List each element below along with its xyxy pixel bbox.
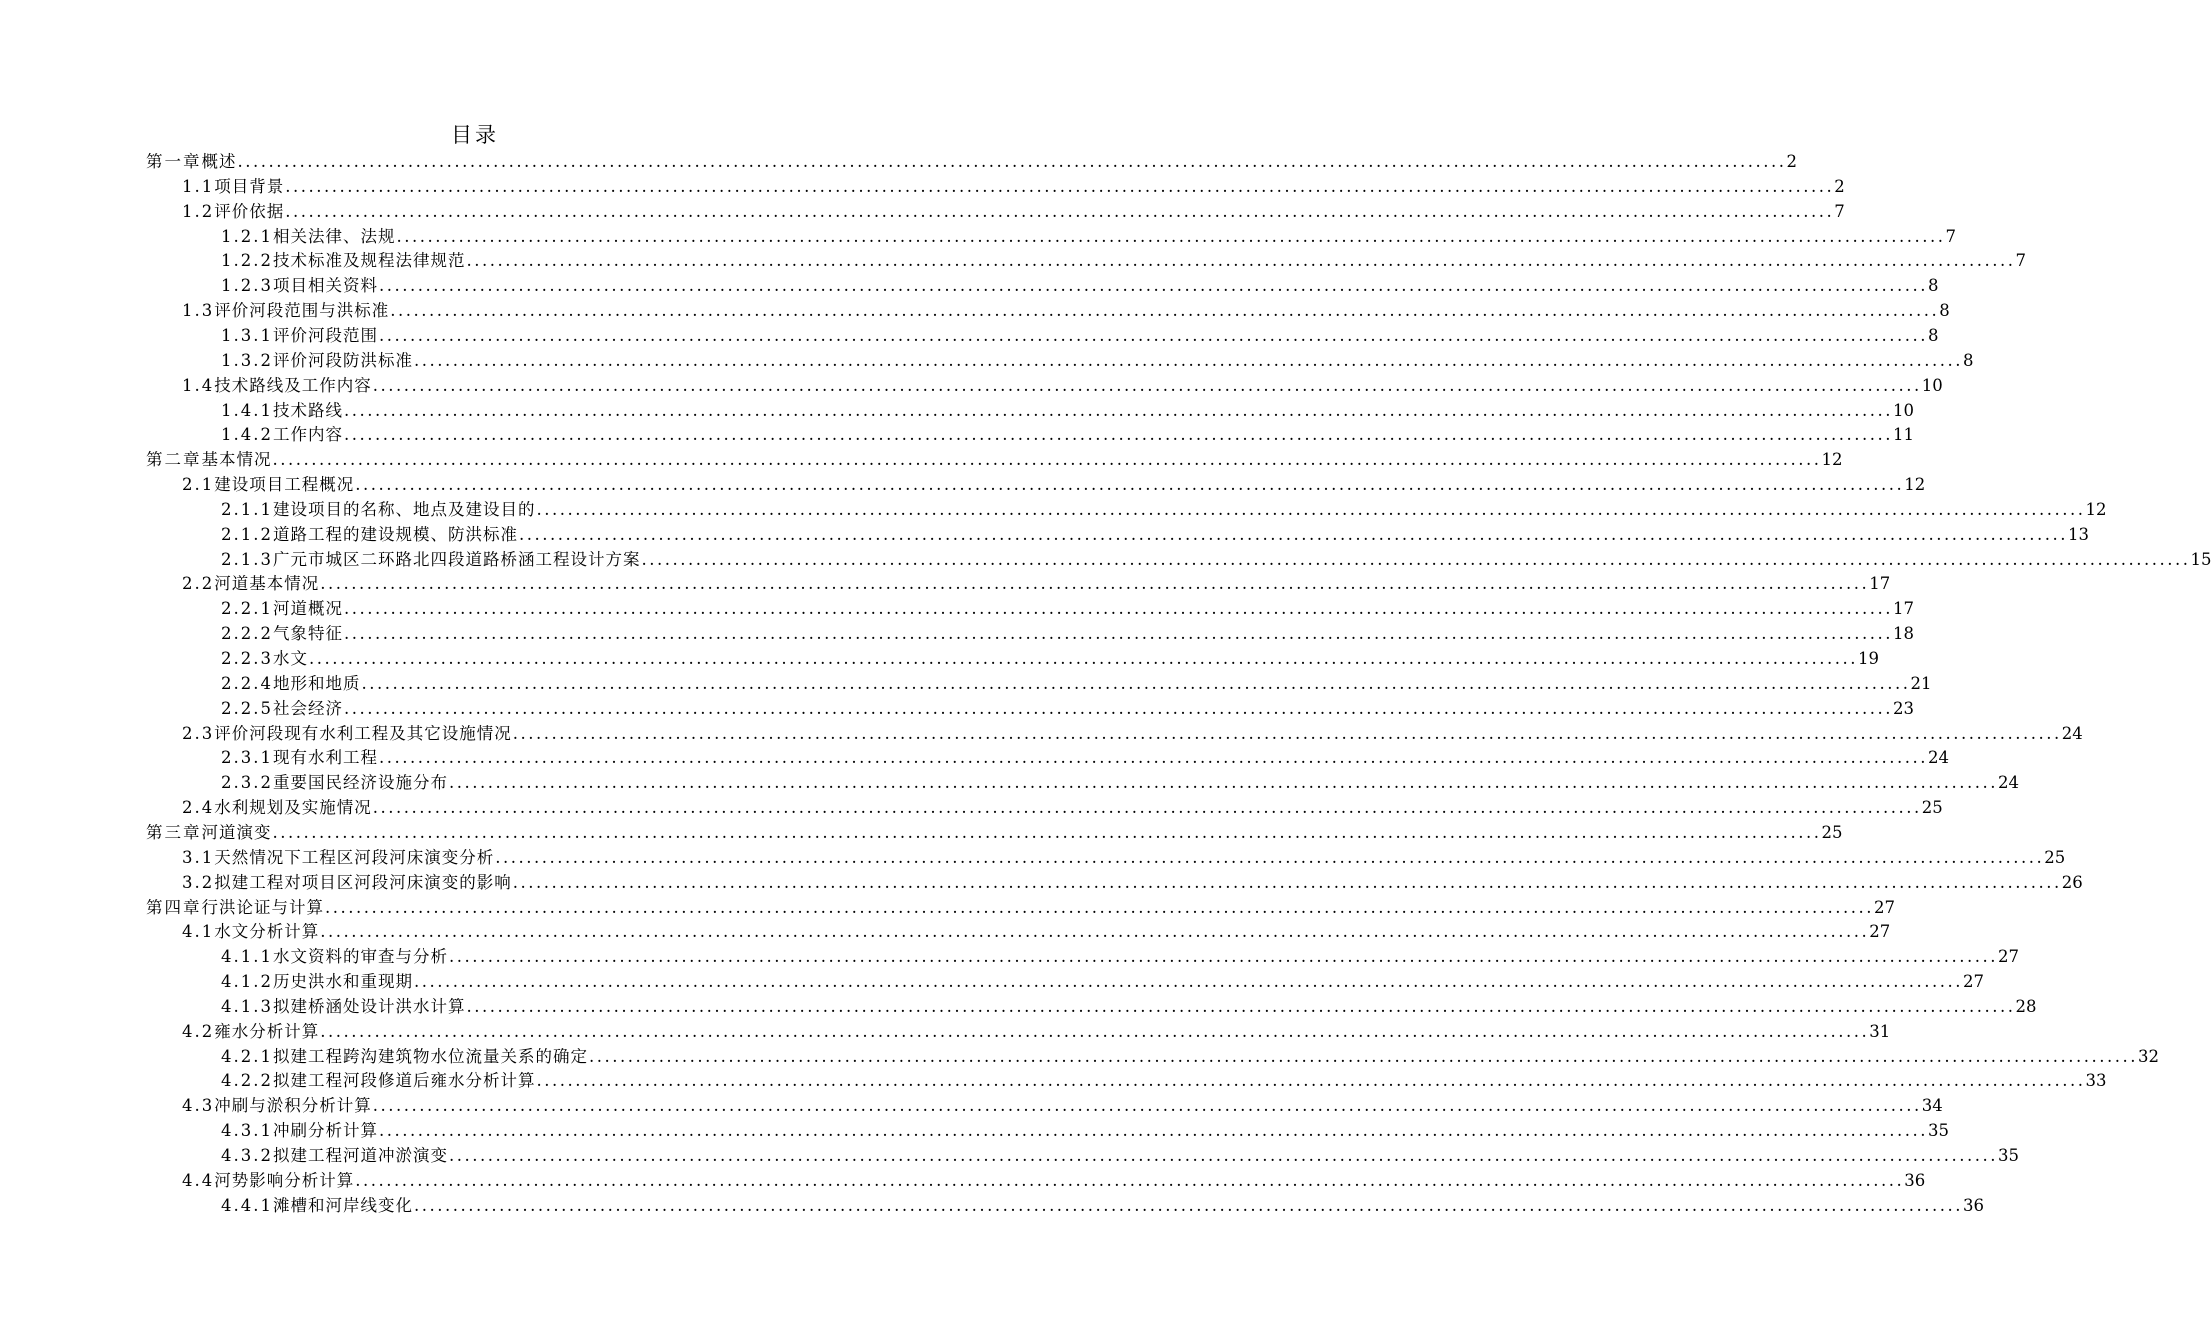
toc-entry-title: 水文资料的审查与分析 bbox=[272, 947, 448, 967]
toc-entry-page-number: 32 bbox=[2137, 1046, 2159, 1066]
dot-leader: ........................................................................................................................................................................................................ bbox=[343, 599, 1893, 619]
toc-entry-title: 地形和地质 bbox=[272, 673, 361, 693]
dot-leader: ........................................................................................................................................................................................................ bbox=[378, 276, 1928, 296]
toc-entry-number: 2.3.2 bbox=[221, 773, 273, 793]
toc-entry-title: 天然情况下工程区河段河床演变分析 bbox=[214, 847, 495, 867]
toc-entry-page-number: 7 bbox=[2015, 251, 2026, 271]
dot-leader: ........................................................................................................................................................................................................ bbox=[512, 872, 2062, 892]
toc-entry-title: 拟建工程对项目区河段河床演变的影响 bbox=[214, 872, 512, 892]
toc-entry-page-number: 24 bbox=[1927, 748, 1949, 768]
toc-entry-number: 1.4.1 bbox=[221, 400, 273, 420]
dot-leader: ........................................................................................................................................................................................................ bbox=[272, 822, 1822, 842]
toc-entry-title: 项目背景 bbox=[214, 176, 285, 196]
toc-entry-page-number: 24 bbox=[1997, 773, 2019, 793]
toc-entry-number: 1.4.2 bbox=[221, 425, 273, 445]
toc-entry-page-number: 28 bbox=[2015, 996, 2037, 1016]
dot-leader: ........................................................................................................................................................................................................ bbox=[536, 1071, 2086, 1091]
toc-entry-page-number: 33 bbox=[2085, 1071, 2107, 1091]
dot-leader: ........................................................................................................................................................................................................ bbox=[285, 201, 1835, 221]
dot-leader: ........................................................................................................................................................................................................ bbox=[320, 1021, 1870, 1041]
toc-entry-title: 项目相关资料 bbox=[272, 276, 378, 296]
toc-entry-title: 现有水利工程 bbox=[272, 748, 378, 768]
toc-entry-page-number: 7 bbox=[1834, 201, 1845, 221]
toc-entry-title: 评价河段范围 bbox=[272, 325, 378, 345]
dot-leader: ........................................................................................................................................................................................................ bbox=[495, 847, 2045, 867]
toc-entry-title: 行洪论证与计算 bbox=[201, 897, 324, 917]
toc-entry-number: 4.1.2 bbox=[221, 972, 273, 992]
toc-entry[interactable] bbox=[221, 272, 1939, 297]
toc-entry-page-number: 24 bbox=[2061, 723, 2083, 743]
dot-leader: ........................................................................................................................................................................................................ bbox=[448, 947, 1998, 967]
dot-leader: ........................................................................................................................................................................................................ bbox=[320, 574, 1870, 594]
dot-leader: ........................................................................................................................................................................................................ bbox=[320, 922, 1870, 942]
dot-leader: ........................................................................................................................................................................................................ bbox=[641, 549, 2191, 569]
toc-entry-page-number: 31 bbox=[1869, 1021, 1891, 1041]
toc-entry-number: 1.3.2 bbox=[221, 350, 273, 370]
toc-entry-page-number: 8 bbox=[1927, 325, 1939, 345]
toc-entry-title: 评价河段现有水利工程及其它设施情况 bbox=[214, 723, 512, 743]
toc-entry-number: 2.1.3 bbox=[221, 549, 273, 569]
toc-entry-number: 2.1.2 bbox=[221, 524, 273, 544]
toc-entry[interactable] bbox=[182, 471, 1926, 496]
toc-entry-title: 历史洪水和重现期 bbox=[272, 972, 413, 992]
toc-entry[interactable] bbox=[221, 322, 1939, 347]
toc-entry-number: 4.3 bbox=[182, 1096, 215, 1116]
toc-entry-title: 气象特征 bbox=[272, 624, 343, 644]
toc-entry-title: 技术路线 bbox=[272, 400, 343, 420]
dot-leader: ........................................................................................................................................................................................................ bbox=[448, 1146, 1998, 1165]
toc-entry[interactable] bbox=[182, 869, 2083, 894]
toc-entry[interactable] bbox=[221, 595, 1914, 620]
toc-entry-title: 工作内容 bbox=[272, 425, 343, 445]
toc-entry-title: 评价河段范围与洪标准 bbox=[214, 301, 390, 321]
toc-entry-number: 2.2.3 bbox=[221, 649, 273, 668]
toc-entry[interactable] bbox=[182, 918, 1891, 943]
dot-leader: ........................................................................................................................................................................................................ bbox=[343, 624, 1893, 644]
toc-entry-number: 第三章 bbox=[146, 822, 202, 842]
toc-entry-number: 第二章 bbox=[146, 450, 202, 470]
toc-entry-number: 4.1.3 bbox=[221, 996, 273, 1016]
toc-entry-page-number: 27 bbox=[1997, 947, 2019, 967]
toc-entry-number: 4.2 bbox=[182, 1021, 215, 1041]
toc-entry-title: 河势影响分析计算 bbox=[214, 1170, 355, 1190]
dot-leader: ........................................................................................................................................................................................................ bbox=[536, 499, 2086, 519]
toc-entry[interactable] bbox=[221, 993, 2037, 1018]
dot-leader: ........................................................................................................................................................................................................ bbox=[372, 1096, 1922, 1116]
toc-entry[interactable] bbox=[146, 148, 1797, 173]
toc-entry-number: 4.1.1 bbox=[221, 947, 273, 967]
toc-entry-number: 第四章 bbox=[146, 897, 202, 917]
toc-entry[interactable] bbox=[221, 1192, 1984, 1217]
toc-entry[interactable] bbox=[221, 247, 2026, 272]
toc-entry-page-number: 12 bbox=[1904, 475, 1926, 495]
toc-entry-title: 拟建桥涵处设计洪水计算 bbox=[272, 996, 466, 1016]
toc-entry-number: 2.2.4 bbox=[221, 673, 273, 693]
dot-leader: ........................................................................................................................................................................................................ bbox=[237, 152, 1787, 171]
toc-entry[interactable] bbox=[182, 198, 1845, 223]
toc-entry-title: 技术路线及工作内容 bbox=[214, 375, 372, 395]
toc-entry-title: 重要国民经济设施分布 bbox=[272, 773, 448, 793]
toc-entry[interactable] bbox=[221, 645, 1879, 670]
dot-leader: ........................................................................................................................................................................................................ bbox=[390, 301, 1940, 321]
toc-entry-title: 建设项目工程概况 bbox=[214, 475, 355, 495]
dot-leader: ........................................................................................................................................................................................................ bbox=[512, 723, 2062, 743]
dot-leader: ........................................................................................................................................................................................................ bbox=[396, 226, 1946, 246]
toc-entry[interactable] bbox=[221, 744, 1949, 769]
dot-leader: ........................................................................................................................................................................................................ bbox=[466, 251, 2016, 271]
toc-entry-number: 1.2 bbox=[182, 201, 215, 221]
toc-entry-title: 相关法律、法规 bbox=[272, 226, 396, 246]
toc-entry[interactable] bbox=[182, 794, 1943, 819]
toc-entry[interactable] bbox=[182, 173, 1845, 198]
toc-entry[interactable] bbox=[221, 521, 2089, 546]
toc-entry-title: 冲刷分析计算 bbox=[272, 1121, 378, 1141]
toc-entry-page-number: 7 bbox=[1945, 226, 1956, 246]
toc-entry-page-number: 36 bbox=[1904, 1170, 1926, 1190]
toc-entry-page-number: 35 bbox=[1927, 1121, 1949, 1141]
toc-entry-page-number: 18 bbox=[1892, 624, 1914, 644]
toc-entry-page-number: 19 bbox=[1857, 649, 1879, 668]
toc-entry[interactable] bbox=[146, 446, 1843, 471]
toc-entry-page-number: 27 bbox=[1962, 972, 1984, 992]
toc-entry-number: 2.1.1 bbox=[221, 499, 273, 519]
toc-entry-page-number: 8 bbox=[1939, 301, 1950, 321]
toc-entry-page-number: 10 bbox=[1892, 400, 1914, 420]
dot-leader: ........................................................................................................................................................................................................ bbox=[588, 1046, 2138, 1066]
toc-entry-number: 3.1 bbox=[182, 847, 215, 867]
toc-entry-title: 建设项目的名称、地点及建设目的 bbox=[272, 499, 536, 519]
toc-entry-page-number: 17 bbox=[1869, 574, 1891, 594]
toc-entry-number: 4.4.1 bbox=[221, 1195, 273, 1215]
toc-entry-number: 4.1 bbox=[182, 922, 215, 942]
toc-entry[interactable] bbox=[221, 670, 1932, 695]
dot-leader: ........................................................................................................................................................................................................ bbox=[355, 1170, 1905, 1190]
toc-entry-title: 河道演变 bbox=[201, 822, 272, 842]
toc-entry-title: 评价河段防洪标准 bbox=[272, 350, 413, 370]
toc-entry-title: 广元市城区二环路北四段道路桥涵工程设计方案 bbox=[272, 549, 641, 569]
toc-entry-number: 4.2.1 bbox=[221, 1046, 273, 1066]
toc-entry-title: 拟建工程河段修道后雍水分析计算 bbox=[272, 1071, 536, 1091]
toc-entry-number: 1.2.1 bbox=[221, 226, 273, 246]
toc-entry-number: 1.2.2 bbox=[221, 251, 273, 271]
dot-leader: ........................................................................................................................................................................................................ bbox=[343, 400, 1893, 420]
toc-entry[interactable] bbox=[221, 496, 2107, 521]
toc-entry-page-number: 12 bbox=[2085, 499, 2107, 519]
toc-entry[interactable] bbox=[182, 297, 1950, 322]
toc-entry-page-number: 26 bbox=[2061, 872, 2083, 892]
toc-entry-page-number: 35 bbox=[1997, 1146, 2019, 1165]
toc-entry[interactable] bbox=[221, 397, 1914, 422]
toc-entry[interactable] bbox=[221, 943, 2019, 968]
toc-entry[interactable] bbox=[146, 894, 1895, 919]
dot-leader: ........................................................................................................................................................................................................ bbox=[325, 897, 1874, 917]
toc-entry-number: 3.2 bbox=[182, 872, 215, 892]
toc-entry[interactable] bbox=[182, 1092, 1943, 1117]
toc-entry-title: 河道概况 bbox=[272, 599, 343, 619]
toc-entry-title: 基本情况 bbox=[201, 450, 272, 470]
toc-entry[interactable] bbox=[146, 819, 1843, 844]
toc-entry[interactable] bbox=[221, 1142, 2019, 1167]
dot-leader: ........................................................................................................................................................................................................ bbox=[413, 1195, 1963, 1215]
toc-entry-page-number: 21 bbox=[1910, 673, 1932, 693]
toc-entry-title: 雍水分析计算 bbox=[214, 1021, 320, 1041]
toc-entry-number: 1.3 bbox=[182, 301, 215, 321]
toc-entry[interactable] bbox=[221, 546, 2211, 571]
toc-entry[interactable] bbox=[221, 223, 1956, 248]
dot-leader: ........................................................................................................................................................................................................ bbox=[343, 698, 1893, 718]
toc-entry-page-number: 2 bbox=[1786, 152, 1797, 171]
toc-entry-title: 水文 bbox=[272, 649, 308, 668]
dot-leader: ........................................................................................................................................................................................................ bbox=[272, 450, 1822, 470]
dot-leader: ........................................................................................................................................................................................................ bbox=[448, 773, 1998, 793]
toc-entry-number: 2.4 bbox=[182, 798, 215, 818]
toc-entry-page-number: 13 bbox=[2067, 524, 2089, 544]
toc-entry-title: 滩槽和河岸线变化 bbox=[272, 1195, 413, 1215]
toc-entry-page-number: 17 bbox=[1892, 599, 1914, 619]
dot-leader: ........................................................................................................................................................................................................ bbox=[518, 524, 2068, 544]
toc-entry-page-number: 25 bbox=[1921, 798, 1943, 818]
toc-entry-number: 1.2.3 bbox=[221, 276, 273, 296]
toc-entry-page-number: 8 bbox=[1962, 350, 1974, 370]
toc-entry-title: 拟建工程跨沟建筑物水位流量关系的确定 bbox=[272, 1046, 588, 1066]
toc-entry-number: 1.1 bbox=[182, 176, 215, 196]
dot-leader: ........................................................................................................................................................................................................ bbox=[308, 649, 1858, 668]
toc-entry-page-number: 15 bbox=[2190, 549, 2211, 569]
toc-entry-number: 2.2.5 bbox=[221, 698, 273, 718]
dot-leader: ........................................................................................................................................................................................................ bbox=[378, 748, 1928, 768]
toc-entry[interactable] bbox=[221, 347, 1974, 372]
dot-leader: ........................................................................................................................................................................................................ bbox=[285, 176, 1835, 196]
toc-entry-title: 评价依据 bbox=[214, 201, 285, 221]
dot-leader: ........................................................................................................................................................................................................ bbox=[413, 350, 1963, 370]
dot-leader: ........................................................................................................................................................................................................ bbox=[466, 996, 2016, 1016]
toc-entry-page-number: 25 bbox=[1821, 822, 1843, 842]
toc-title: 目录 bbox=[451, 123, 499, 147]
dot-leader: ........................................................................................................................................................................................................ bbox=[372, 798, 1922, 818]
toc-entry[interactable] bbox=[221, 968, 1984, 993]
toc-entry[interactable] bbox=[221, 421, 1914, 446]
toc-entry[interactable] bbox=[221, 1043, 2159, 1068]
toc-entry-page-number: 27 bbox=[1873, 897, 1895, 917]
toc-entry-page-number: 2 bbox=[1834, 176, 1845, 196]
toc-entry-page-number: 12 bbox=[1821, 450, 1843, 470]
toc-entry-page-number: 11 bbox=[1892, 425, 1914, 445]
dot-leader: ........................................................................................................................................................................................................ bbox=[372, 375, 1922, 395]
toc-entry-page-number: 34 bbox=[1921, 1096, 1943, 1116]
toc-entry[interactable] bbox=[182, 372, 1943, 397]
toc-entry-page-number: 10 bbox=[1921, 375, 1943, 395]
toc-entry-number: 1.3.1 bbox=[221, 325, 273, 345]
toc-entry-title: 拟建工程河道冲淤演变 bbox=[272, 1146, 448, 1165]
dot-leader: ........................................................................................................................................................................................................ bbox=[343, 425, 1893, 445]
toc-entry-page-number: 36 bbox=[1962, 1195, 1984, 1215]
toc-entry-number: 4.3.1 bbox=[221, 1121, 273, 1141]
toc-entry-page-number: 25 bbox=[2044, 847, 2066, 867]
toc-entry[interactable] bbox=[182, 720, 2083, 745]
toc-entry-number: 2.3 bbox=[182, 723, 215, 743]
toc-entry-title: 河道基本情况 bbox=[214, 574, 320, 594]
toc-entry-title: 技术标准及规程法律规范 bbox=[272, 251, 466, 271]
toc-entry-number: 第一章 bbox=[146, 152, 202, 171]
toc-entry-number: 2.3.1 bbox=[221, 748, 273, 768]
toc-entry[interactable] bbox=[182, 570, 1891, 595]
toc-entry-number: 4.2.2 bbox=[221, 1071, 273, 1091]
toc-entry-title: 概述 bbox=[201, 152, 237, 171]
toc-entry-title: 道路工程的建设规模、防洪标准 bbox=[272, 524, 518, 544]
toc-entry-title: 社会经济 bbox=[272, 698, 343, 718]
toc-entry[interactable] bbox=[221, 769, 2019, 794]
dot-leader: ........................................................................................................................................................................................................ bbox=[378, 325, 1928, 345]
toc-entry[interactable] bbox=[182, 1018, 1891, 1043]
dot-leader: ........................................................................................................................................................................................................ bbox=[413, 972, 1963, 992]
toc-entry[interactable] bbox=[221, 1117, 1949, 1142]
toc-entry-page-number: 27 bbox=[1869, 922, 1891, 942]
toc-entry-title: 冲刷与淤积分析计算 bbox=[214, 1096, 372, 1116]
toc-entry-number: 2.1 bbox=[182, 475, 215, 495]
toc-entry[interactable] bbox=[182, 844, 2066, 869]
toc-entry-number: 1.4 bbox=[182, 375, 215, 395]
toc-entry-number: 4.4 bbox=[182, 1170, 215, 1190]
toc-entry-number: 2.2 bbox=[182, 574, 215, 594]
toc-entry-title: 水利规划及实施情况 bbox=[214, 798, 372, 818]
toc-entry[interactable] bbox=[221, 1067, 2107, 1092]
toc-entry[interactable] bbox=[221, 695, 1914, 720]
toc-entry-page-number: 23 bbox=[1892, 698, 1914, 718]
toc-entry[interactable] bbox=[182, 1167, 1926, 1192]
toc-entry-page-number: 8 bbox=[1927, 276, 1939, 296]
toc-entry[interactable] bbox=[221, 620, 1914, 645]
toc-entry-number: 2.2.2 bbox=[221, 624, 273, 644]
toc-entry-title: 水文分析计算 bbox=[214, 922, 320, 942]
dot-leader: ........................................................................................................................................................................................................ bbox=[361, 673, 1911, 693]
toc-entry-number: 4.3.2 bbox=[221, 1146, 273, 1165]
dot-leader: ........................................................................................................................................................................................................ bbox=[378, 1121, 1928, 1141]
toc-entry-number: 2.2.1 bbox=[221, 599, 273, 619]
dot-leader: ........................................................................................................................................................................................................ bbox=[355, 475, 1905, 495]
